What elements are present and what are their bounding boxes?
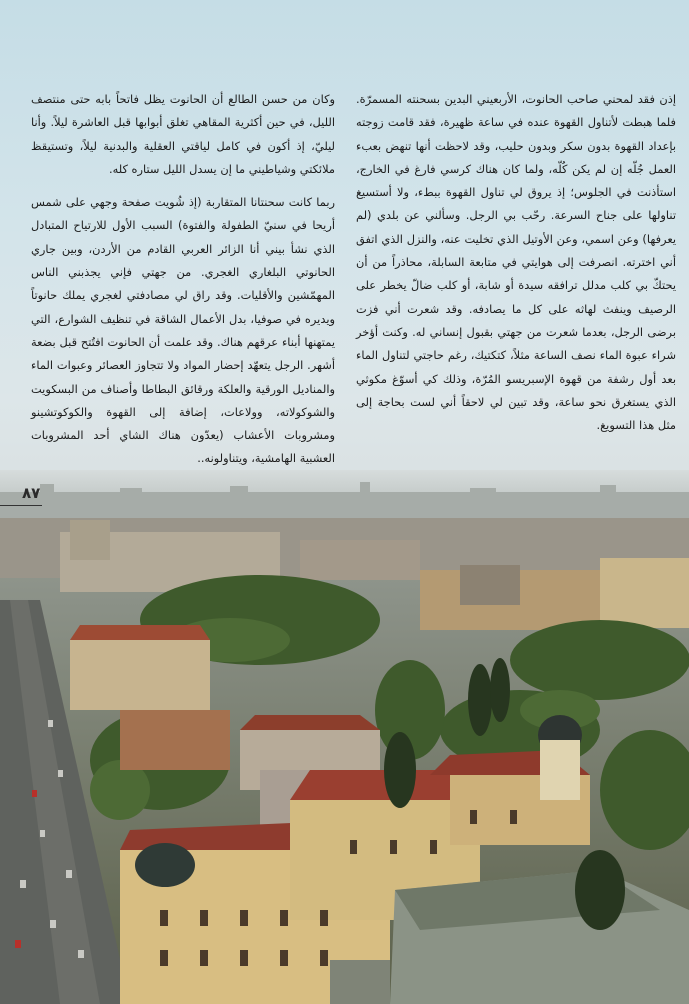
article-column-right (356, 88, 676, 437)
article-paragraph: إذن فقد لمحني صاحب الحانوت، الأربعيني البدين بسحنته المسمرّة. فلما هبطت لأتناول القهوة عنده في ساعة ظهيرة، فقد قامت زوجته بإعداد القهوة بدون سكر وبدون حليب، وقد لاحظت أنها تنهض بعبء العمل جُلّه إن لم يكن كُلّه، ولما كان هناك كرسي فارغ في الخارج، استأذنت في الجلوس؛ إذ يروق لي تناول القهوة ببطء، ولا أستسيغ تناولها على جناح السرعة. رحّب بي الرجل. وسألني عن بلدي (لم يعرفها) وعن اسمي، وعن الأوتيل الذي تخليت عنه، والنزل الذي اتفق أني اخترته. انصرفت إلى هوايتي في متابعة السابلة، محاذراً من أن يحتكّ بي كلب مدلل ترافقه سيدة أو شابة، أو كلب ضالّ يخطر على الرصيف وينفث لهاثه على كل ما يصادفه. وقد شعرت أني فزت برضى الرجل، بعدما شعرت من جهتي بقبول إنساني له. وكنت أؤخر شراء عبوة الماء نصف الساعة مثلاً، كتكتيك، رغم حاجتي لتناول الماء بعد أول رشفة من قهوة الإسبريسو المُرّة، وذلك كي أسوّغ مكوثي الذي يستغرق نحو ساعة، وقد تبين لي لاحقاً أني لست بحاجة إلى مثل هذا التسويغ. (356, 92, 676, 433)
article-column-left (31, 88, 335, 471)
page-number: ٨٧ (22, 484, 41, 502)
page-number-rule (0, 505, 42, 506)
article-paragraph: وكان من حسن الطالع أن الحانوت يظل فاتحاً بابه حتى منتصف الليل، في حين أكثرية المقاهي تغلق أبوابها قبل العاشرة ليلاً. وأنا ليليّ، إذ أكون في كامل لياقتي العقلية والبدنية ليلاً، وتستيقظ ملائكتي وشياطيني ما إن يسدل الليل ستاره كله. (31, 92, 335, 176)
article-paragraph: ربما كانت سحنتانا المتقاربة (إذ شُويت صفحة وجهي على شمس أريحا في سنيّ الطفولة والفتوة) السبب الأول للارتياح المتبادل الذي نشأ بيني أنا الزائر العربي القادم من الأردن، وبين جاري الحانوتي البلغاري الغجري. من جهتي فإني يجذبني الناس المهمّشين والأقليات. وقد راق لي مصادفتي لغجري يملك حانوتاً ويديره في صوفيا، بدل الأعمال الشاقة في تنظيف الشوارع، التي يمتهنها أبناء عرقهم هناك. وقد علمت أن الحانوت افتُتح قبل بضعة أشهر. الرجل يتعهّد إحضار المواد ولا تتجاوز العصائر وعبوات الماء والمناديل الورقية والعلكة ورقائق البطاطا وأصناف من البسكويت والشوكولاته، وولاعات، إضافة إلى القهوة والكوكوتشينو ومشروبات الأعشاب (يعدّون هناك الشاي أحد المشروبات العشبية الهامشية، ويتناولونه.. (31, 195, 335, 466)
city-aerial-photo (0, 470, 689, 1004)
